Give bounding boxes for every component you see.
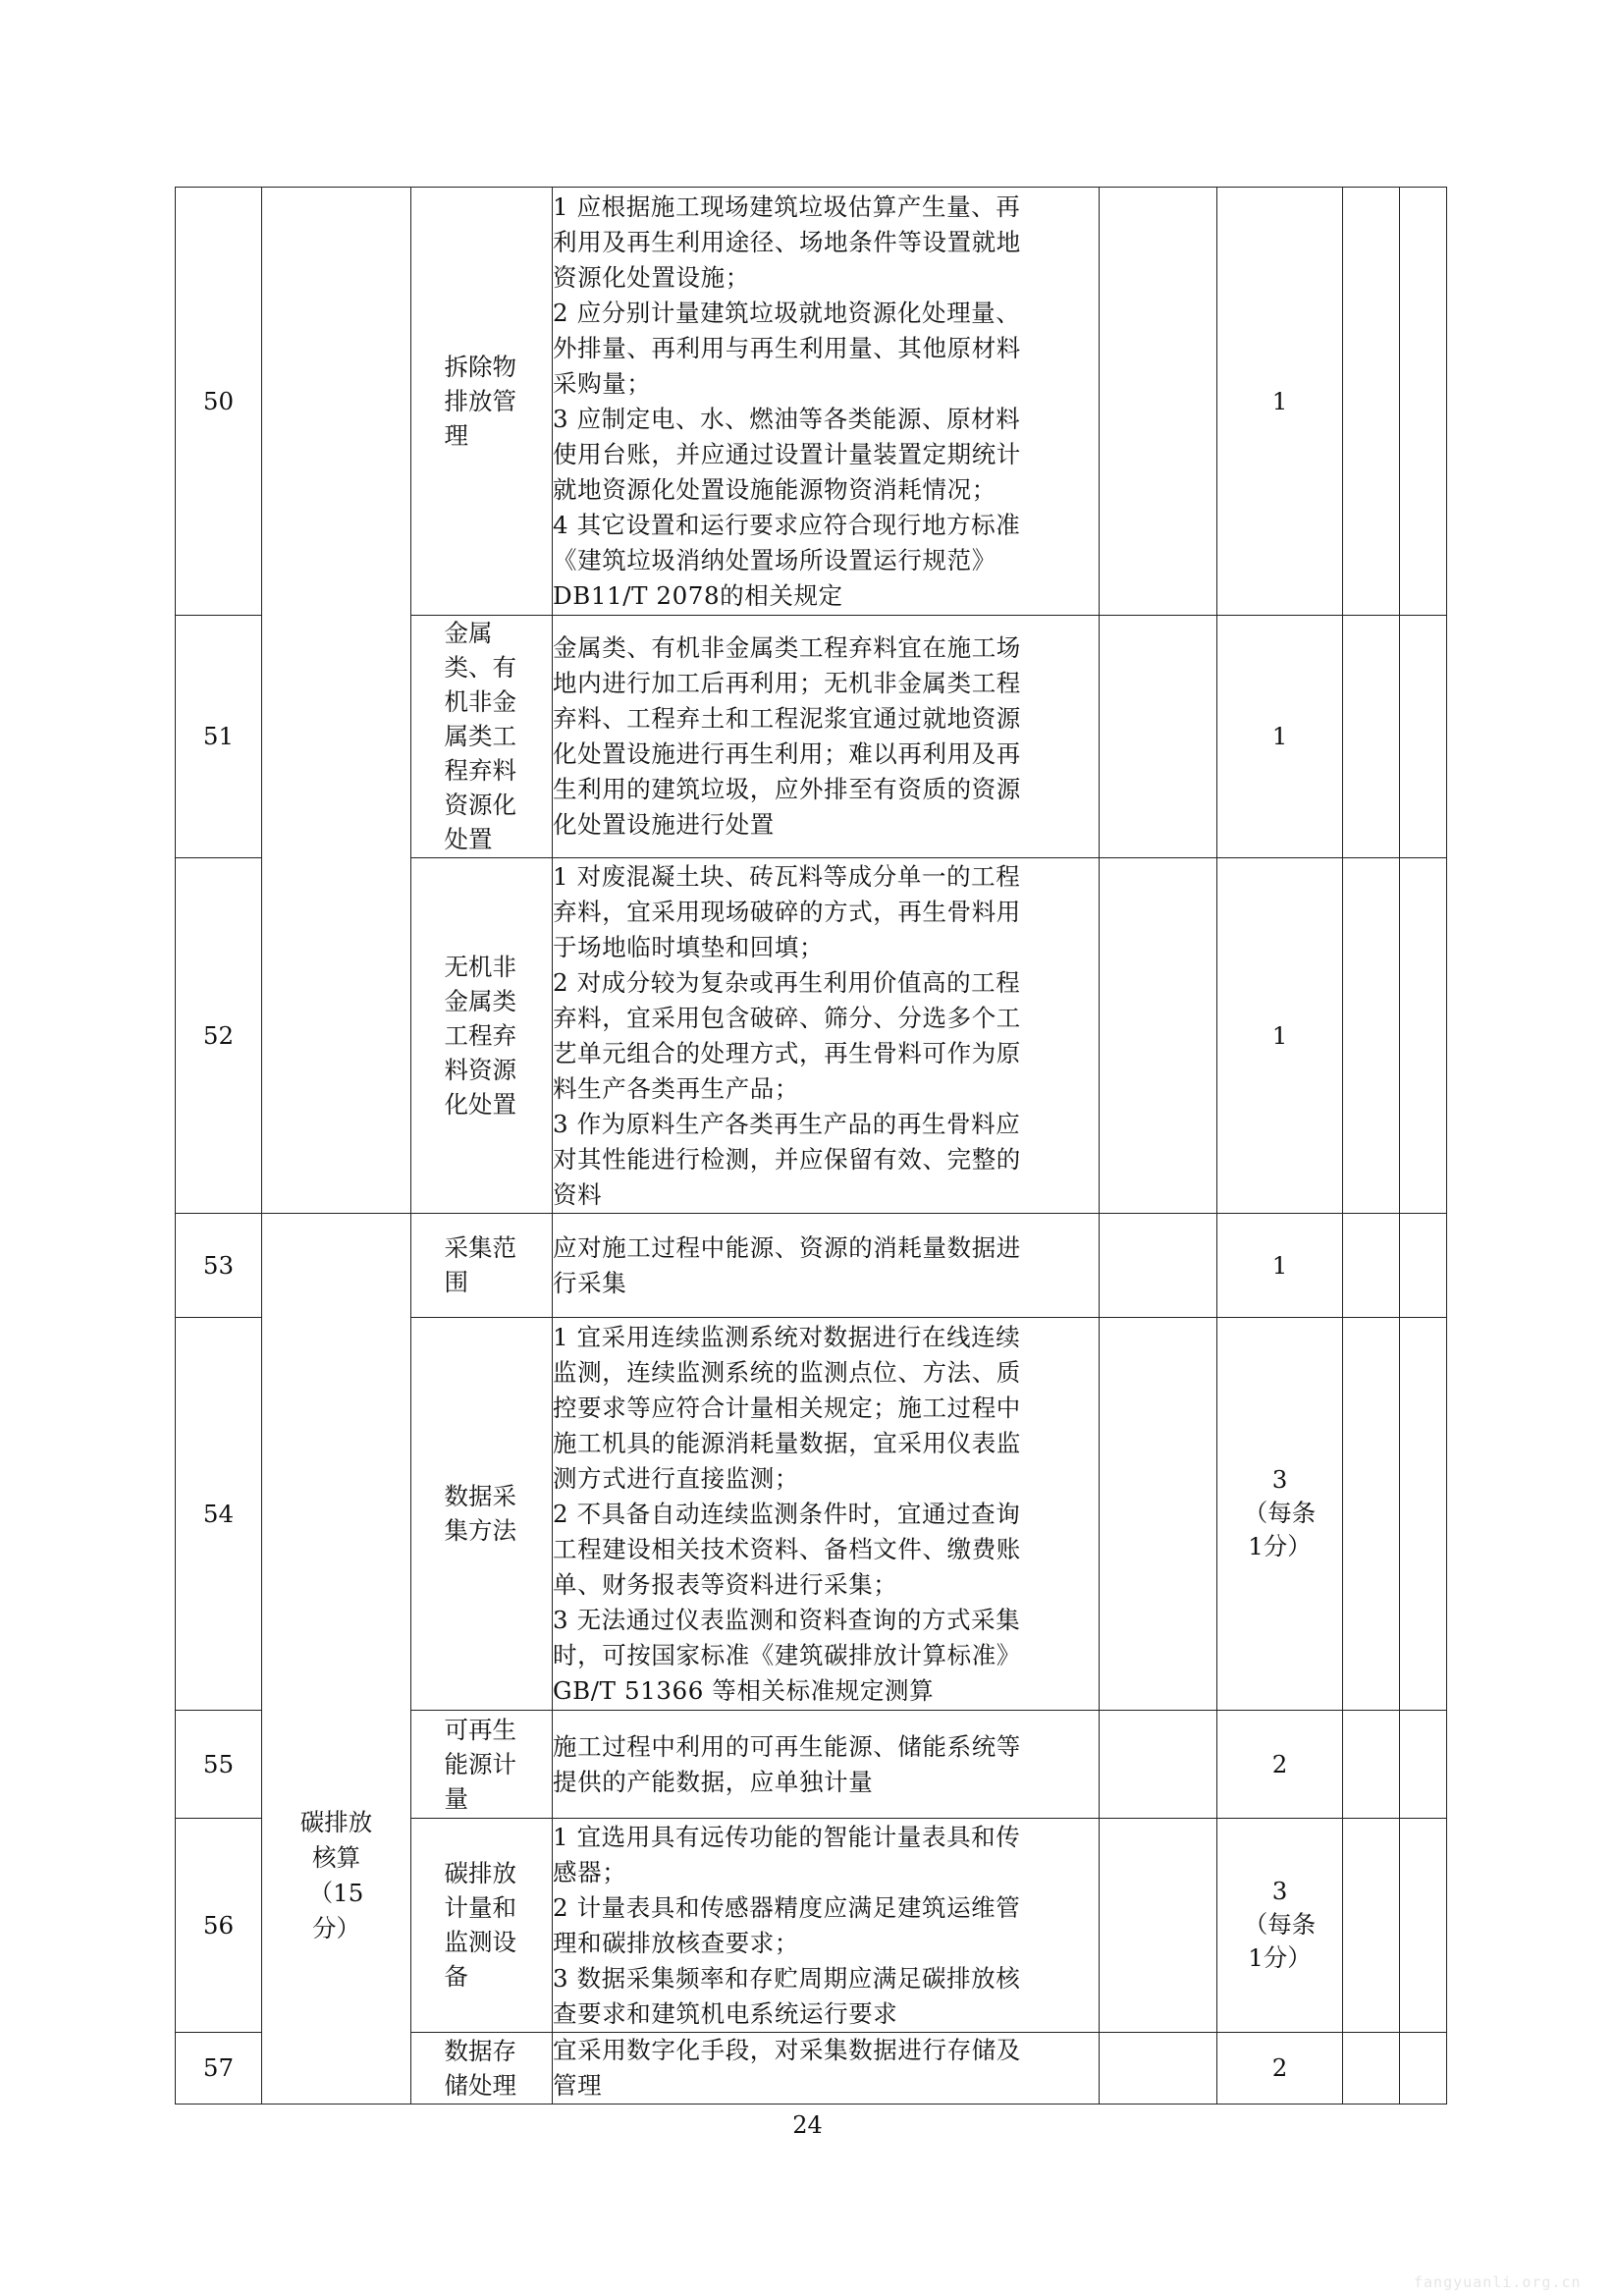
requirement-line: 弃料，宜采用现场破碎的方式，再生骨料用 <box>553 897 1021 926</box>
requirement-cell <box>553 1318 1100 1711</box>
requirement-line: 弃料，宜采用包含破碎、筛分、分选多个工 <box>553 1003 1021 1032</box>
requirement-line: 提供的产能数据，应单独计量 <box>553 1767 874 1796</box>
requirement-line: 查要求和建筑机电系统运行要求 <box>553 1998 898 2028</box>
category-cell-upper <box>262 188 411 1214</box>
blank-cell <box>1343 2033 1400 2105</box>
requirement-line: 地内进行加工后再利用；无机非金属类工程 <box>553 669 1021 697</box>
item-name-cell <box>411 1819 553 2033</box>
score-value: 1 <box>1271 1250 1288 1280</box>
blank-cell <box>1400 1318 1447 1711</box>
requirement-line: 2 对成分较为复杂或再生利用价值高的工程 <box>553 967 1021 997</box>
requirement-line: 监测，连续监测系统的监测点位、方法、质 <box>553 1357 1021 1387</box>
row-number: 56 <box>176 1819 262 2033</box>
requirement-line: 生利用的建筑垃圾，应外排至有资质的资源 <box>553 775 1021 803</box>
item-name-cell <box>411 1318 553 1711</box>
score-value: 3 （每条 1分） <box>1243 1877 1317 1972</box>
requirement-line: 1 宜选用具有远传功能的智能计量表具和传 <box>553 1822 1021 1851</box>
item-name-cell <box>411 858 553 1214</box>
requirement-cell <box>553 616 1100 858</box>
blank-cell <box>1400 616 1447 858</box>
requirement-line: 资源化处置设施； <box>553 262 750 292</box>
blank-cell <box>1100 1214 1217 1318</box>
item-name: 数据采集方法 <box>444 1482 516 1545</box>
requirement-line: 理和碳排放核查要求； <box>553 1928 799 1957</box>
requirement-line: 管理 <box>553 2071 603 2100</box>
page-number: 24 <box>792 2111 823 2139</box>
blank-cell <box>1100 1711 1217 1819</box>
score-value: 1 <box>1271 1020 1288 1050</box>
requirement-line: 化处置设施进行处置 <box>553 810 775 839</box>
requirement-line: 利用及再生利用途径、场地条件等设置就地 <box>553 227 1021 256</box>
requirement-line: 1 宜采用连续监测系统对数据进行在线连续 <box>553 1322 1021 1351</box>
table-row <box>176 1214 1447 1318</box>
item-name-cell <box>411 1214 553 1318</box>
score-cell <box>1217 188 1343 616</box>
item-name: 金属类、有机非金属类工程弃料资源化处置 <box>444 619 516 853</box>
requirement-line: 外排量、再利用与再生利用量、其他原材料 <box>553 333 1021 362</box>
requirement-line: 金属类、有机非金属类工程弃料宜在施工场 <box>553 633 1021 662</box>
requirement-line: 控要求等应符合计量相关规定；施工过程中 <box>553 1393 1021 1422</box>
blank-cell <box>1100 858 1217 1214</box>
requirement-line: 3 无法通过仪表监测和资料查询的方式采集 <box>553 1605 1021 1634</box>
requirement-cell <box>553 858 1100 1214</box>
score-cell <box>1217 858 1343 1214</box>
requirement-line: 资料 <box>553 1179 603 1209</box>
row-number: 53 <box>176 1214 262 1318</box>
requirement-line: 采购量； <box>553 368 652 398</box>
item-name: 数据存储处理 <box>444 2036 516 2100</box>
blank-cell <box>1100 188 1217 616</box>
requirement-line: 艺单元组合的处理方式，再生骨料可作为原 <box>553 1038 1021 1067</box>
score-table <box>175 187 1447 2105</box>
requirement-line: 1 应根据施工现场建筑垃圾估算产生量、再 <box>553 191 1021 221</box>
blank-cell <box>1100 1318 1217 1711</box>
requirement-line: 于场地临时填垫和回填； <box>553 932 825 961</box>
requirement-line: 应对施工过程中能源、资源的消耗量数据进 <box>553 1232 1021 1262</box>
item-name-cell <box>411 616 553 858</box>
requirement-line: 时，可按国家标准《建筑碳排放计算标准》 <box>553 1640 1021 1669</box>
row-number: 51 <box>176 616 262 858</box>
item-name-cell <box>411 2033 553 2105</box>
requirement-line: 宜采用数字化手段，对采集数据进行存储及 <box>553 2036 1021 2064</box>
category-label: 碳排放核算（15分） <box>299 1808 373 1942</box>
blank-cell <box>1400 1711 1447 1819</box>
requirement-line: 施工机具的能源消耗量数据，宜采用仪表监 <box>553 1428 1021 1457</box>
requirement-line: 就地资源化处置设施能源物资消耗情况； <box>553 474 996 504</box>
requirement-line: 施工过程中利用的可再生能源、储能系统等 <box>553 1731 1021 1761</box>
blank-cell <box>1343 1711 1400 1819</box>
requirement-line: 行采集 <box>553 1268 627 1297</box>
score-value: 2 <box>1271 1749 1288 1778</box>
blank-cell <box>1343 188 1400 616</box>
score-cell <box>1217 1819 1343 2033</box>
row-number: 55 <box>176 1711 262 1819</box>
score-value: 2 <box>1271 2053 1288 2082</box>
requirement-line: 2 不具备自动连续监测条件时，宜通过查询 <box>553 1499 1021 1528</box>
requirement-line: 2 应分别计量建筑垃圾就地资源化处理量、 <box>553 298 1021 327</box>
blank-cell <box>1343 1214 1400 1318</box>
blank-cell <box>1343 858 1400 1214</box>
blank-cell <box>1100 1819 1217 2033</box>
blank-cell <box>1400 188 1447 616</box>
requirement-line: 2 计量表具和传感器精度应满足建筑运维管 <box>553 1892 1021 1922</box>
score-cell <box>1217 1214 1343 1318</box>
row-number: 50 <box>176 188 262 616</box>
score-value: 3 （每条 1分） <box>1243 1465 1317 1560</box>
blank-cell <box>1400 2033 1447 2105</box>
blank-cell <box>1343 616 1400 858</box>
requirement-line: 1 对废混凝土块、砖瓦料等成分单一的工程 <box>553 861 1021 891</box>
requirement-line: 测方式进行直接监测； <box>553 1463 799 1493</box>
item-name: 碳排放计量和监测设备 <box>444 1859 516 1991</box>
table-row <box>176 188 1447 616</box>
blank-cell <box>1400 1214 1447 1318</box>
row-number: 54 <box>176 1318 262 1711</box>
category-cell-lower <box>262 1214 411 2105</box>
score-cell <box>1217 1711 1343 1819</box>
requirement-line: 使用台账，并应通过设置计量装置定期统计 <box>553 439 1021 468</box>
row-number: 57 <box>176 2033 262 2105</box>
requirement-cell <box>553 188 1100 616</box>
requirement-line: 3 数据采集频率和存贮周期应满足碳排放核 <box>553 1963 1021 1993</box>
requirement-line: 《建筑垃圾消纳处置场所设置运行规范》 <box>553 545 996 574</box>
requirement-cell <box>553 1711 1100 1819</box>
blank-cell <box>1343 1819 1400 2033</box>
requirement-line: 单、财务报表等资料进行采集； <box>553 1569 898 1599</box>
requirement-line: DB11/T 2078的相关规定 <box>553 580 843 610</box>
requirement-line: 对其性能进行检测，并应保留有效、完整的 <box>553 1144 1021 1174</box>
item-name: 采集范围 <box>444 1233 516 1296</box>
requirement-line: 感器； <box>553 1857 627 1886</box>
blank-cell <box>1343 1318 1400 1711</box>
score-cell <box>1217 2033 1343 2105</box>
item-name: 可再生能源计量 <box>444 1715 516 1813</box>
blank-cell <box>1400 858 1447 1214</box>
requirement-line: 化处置设施进行再生利用；难以再利用及再 <box>553 739 1021 768</box>
item-name-cell <box>411 188 553 616</box>
requirement-line: 3 作为原料生产各类再生产品的再生骨料应 <box>553 1109 1021 1138</box>
score-value: 1 <box>1271 386 1288 415</box>
score-cell <box>1217 616 1343 858</box>
requirement-cell <box>553 1214 1100 1318</box>
score-cell <box>1217 1318 1343 1711</box>
requirement-cell <box>553 1819 1100 2033</box>
requirement-line: 3 应制定电、水、燃油等各类能源、原材料 <box>553 404 1021 433</box>
item-name: 无机非金属类工程弃料资源化处置 <box>444 952 516 1119</box>
requirement-line: 料生产各类再生产品； <box>553 1073 799 1103</box>
item-name-cell <box>411 1711 553 1819</box>
watermark: fangyuanli.org.cn <box>1414 2273 1582 2291</box>
blank-cell <box>1400 1819 1447 2033</box>
row-number: 52 <box>176 858 262 1214</box>
score-value: 1 <box>1271 722 1288 750</box>
item-name: 拆除物排放管理 <box>444 352 516 450</box>
blank-cell <box>1100 616 1217 858</box>
requirement-line: GB/T 51366 等相关标准规定测算 <box>553 1675 935 1705</box>
requirement-line: 工程建设相关技术资料、备档文件、缴费账 <box>553 1534 1021 1563</box>
requirement-line: 4 其它设置和运行要求应符合现行地方标准 <box>553 510 1021 539</box>
requirement-line: 弃料、工程弃土和工程泥浆宜通过就地资源 <box>553 704 1021 733</box>
requirement-cell <box>553 2033 1100 2105</box>
blank-cell <box>1100 2033 1217 2105</box>
